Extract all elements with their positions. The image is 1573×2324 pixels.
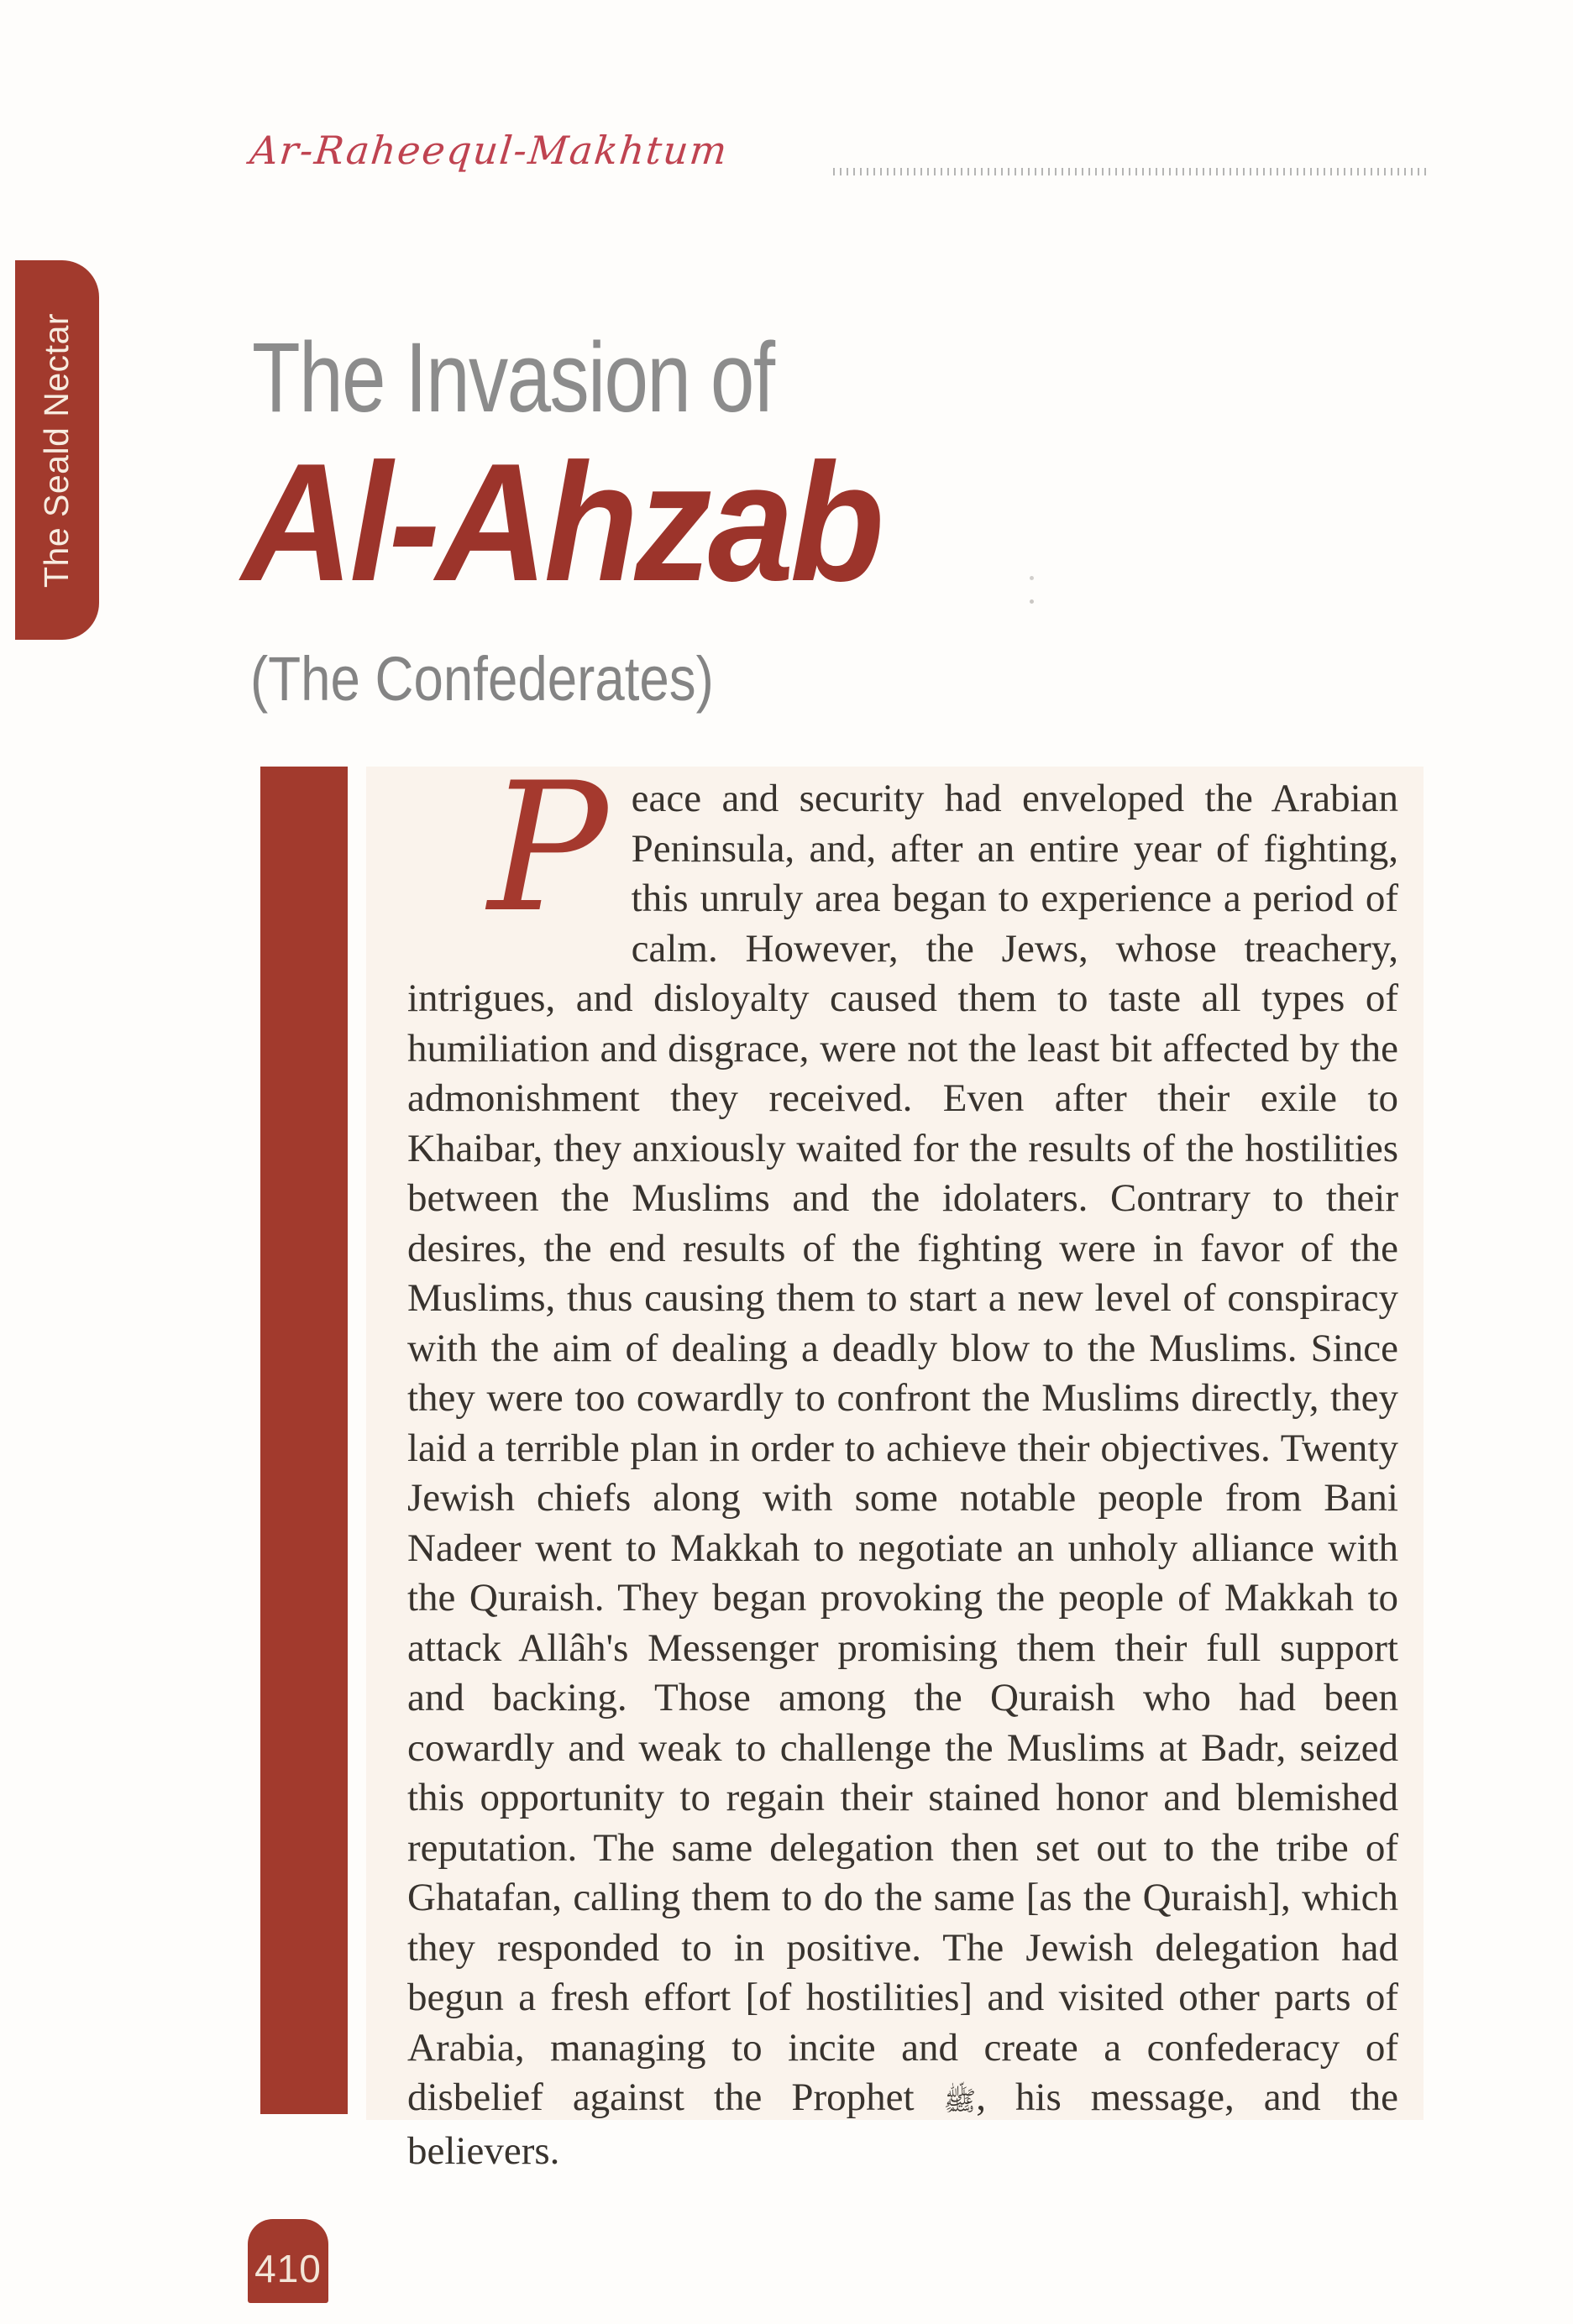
side-tab-label: The Seald Nectar — [37, 312, 76, 588]
header-dotted-rule — [833, 168, 1431, 175]
book-title-script: Ar-Raheequl-Makhtum — [248, 128, 731, 173]
page-number: 410 — [254, 2247, 322, 2290]
chapter-paragraph — [407, 744, 1398, 2176]
chapter-side-tab — [15, 260, 99, 640]
prophet-honorific-symbol: ﷺ — [943, 2086, 977, 2116]
drop-cap-letter: P — [488, 744, 608, 951]
page-number-badge — [248, 2219, 328, 2303]
chapter-title-subtitle: (The Confederates) — [250, 644, 714, 714]
scan-artifact-mark — [1030, 576, 1034, 580]
paragraph-accent-bar — [260, 767, 348, 2114]
paragraph-text: eace and security had enveloped the Arabian Peninsula, and, after an entire year of fighting, this unruly area began to experience a period of calm. However, the Jews, whose treachery, intrigues, and disloyalty caused them to taste all types of humiliation and disgrace, were not the least bit affected by the admonishment they received. Even after their exile to Khaibar, they anxiously waited for the results of the hostilities between the Muslims and the idolaters. Contrary to their desires, the end results of the fighting were in favor of the Muslims, thus causing them to start a new level of conspiracy with the aim of dealing a deadly blow to the Muslims. Since they were too cowardly to confront the Muslims directly, they laid a terrible plan in order to achieve their objectives. Twenty Jewish chiefs along with some notable people from Bani Nadeer went to Makkah to negotiate an unholy alliance with the Quraish. They began provoking the people of Makkah to attack Allâh's Messenger promising them their full support and backing. Those among the Quraish who had been cowardly and weak to challenge the Muslims at Badr, seized this opportunity to regain their stained honor and blemished reputation. The same delegation then set out to the tribe of Ghatafan, calling them to do the same [as the Quraish], which they responded to in positive. The Jewish delegation had begun a fresh effort [of hostilities] and visited other parts of Arabia, managing to incite and create a confederacy of disbelief against the Prophet — [407, 777, 1398, 2119]
chapter-title-main: Al-Ahzab — [242, 429, 881, 616]
chapter-title-eyebrow: The Invasion of — [252, 322, 774, 433]
paragraph-text-continued: , his message, and the believers. — [407, 2075, 1398, 2173]
